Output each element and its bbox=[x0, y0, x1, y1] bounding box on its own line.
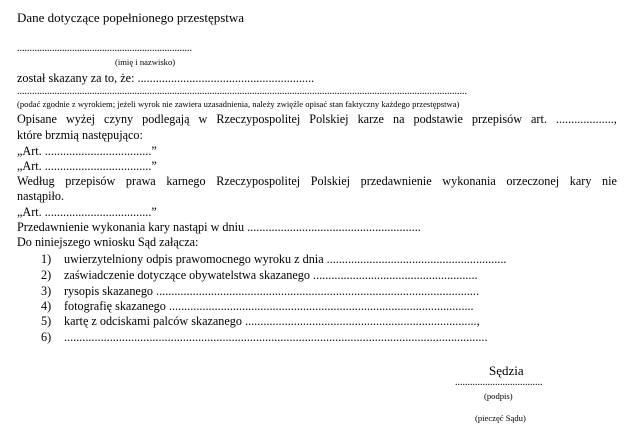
attachment-text: zaświadczenie dotyczące obywatelstwa skazanego ...................................................... bbox=[64, 268, 478, 282]
section-heading: Dane dotyczące popełnionego przestępstwa bbox=[17, 10, 245, 25]
article-quote-1: „Art. ...................................” bbox=[17, 144, 157, 158]
attachment-number: 6) bbox=[41, 330, 52, 344]
word: nie bbox=[602, 174, 617, 188]
word: czyny bbox=[104, 112, 134, 126]
attachment-text: kartę z odciskami palców skazanego ............................................................................, bbox=[64, 314, 480, 328]
name-caption: (imię i nazwisko) bbox=[115, 57, 176, 67]
word: karze bbox=[357, 112, 384, 126]
word: Polskiej bbox=[310, 174, 351, 188]
article-quote-3: „Art. ...................................” bbox=[17, 205, 157, 219]
seal-caption: (pieczęć Sądu) bbox=[475, 413, 526, 423]
attachment-number: 1) bbox=[41, 252, 52, 266]
facts-note: (podać zgodnie z wyrokiem; jeżeli wyrok nie zawiera uzasadnienia, należy zwięźle opisać stan faktyczny każdego przestępstwa) bbox=[17, 99, 460, 109]
word: podstawie bbox=[413, 112, 463, 126]
acts-paragraph-line-1 bbox=[17, 113, 617, 125]
article-quote-2: „Art. ...................................” bbox=[17, 159, 157, 173]
word: Polskiej bbox=[309, 112, 349, 126]
word: przedawnienie bbox=[360, 174, 432, 188]
judge-label: Sędzia bbox=[489, 363, 524, 378]
word: w bbox=[198, 112, 208, 126]
word: art. bbox=[531, 112, 547, 126]
acts-paragraph-line-2: które brzmią następująco: bbox=[17, 128, 143, 142]
word: prawa bbox=[125, 174, 156, 188]
attachment-number: 4) bbox=[41, 299, 52, 313]
attachment-text: uwierzytelniony odpis prawomocnego wyroku z dnia ........................................................... bbox=[64, 252, 507, 266]
signature-caption: (podpis) bbox=[484, 391, 513, 401]
word: podlegają bbox=[142, 112, 190, 126]
word: Opisane bbox=[17, 112, 57, 126]
law-paragraph-line-2: nastąpiło. bbox=[17, 189, 65, 203]
signature-dotted-line: ................................... bbox=[455, 377, 543, 388]
word: orzeczonej bbox=[506, 174, 560, 188]
word: wyżej bbox=[65, 112, 96, 126]
attachments-intro: Do niniejszego wniosku Sąd załącza: bbox=[17, 235, 199, 249]
word: przepisów bbox=[471, 112, 522, 126]
name-dotted-line: ...................................................................... bbox=[17, 43, 192, 54]
facts-dotted-line: .................................................................................................................................................................................... bbox=[17, 87, 467, 97]
word: ..................., bbox=[555, 112, 617, 126]
word: Rzeczypospolitej bbox=[216, 174, 301, 188]
expiry-line: Przedawnienie wykonania kary nastąpi w dniu ......................................................... bbox=[17, 220, 421, 234]
law-paragraph-line-1 bbox=[17, 175, 617, 187]
word: przepisów bbox=[65, 174, 116, 188]
word: na bbox=[392, 112, 405, 126]
attachment-text: rysopis skazanego .......................................................................................................... bbox=[64, 284, 480, 298]
attachment-text: fotografię skazanego .................................................................................................... bbox=[64, 299, 474, 313]
word: wykonania bbox=[442, 174, 496, 188]
attachment-number: 5) bbox=[41, 314, 52, 328]
word: kary bbox=[569, 174, 592, 188]
word: Według bbox=[17, 174, 55, 188]
sentenced-for-line: został skazany za to, że: .......................................................... bbox=[17, 71, 315, 85]
attachment-number: 3) bbox=[41, 284, 52, 298]
word: karnego bbox=[166, 174, 206, 188]
attachment-text: ........................................................................................................................................... bbox=[64, 330, 488, 344]
attachment-number: 2) bbox=[41, 268, 52, 282]
word: Rzeczypospolitej bbox=[216, 112, 301, 126]
